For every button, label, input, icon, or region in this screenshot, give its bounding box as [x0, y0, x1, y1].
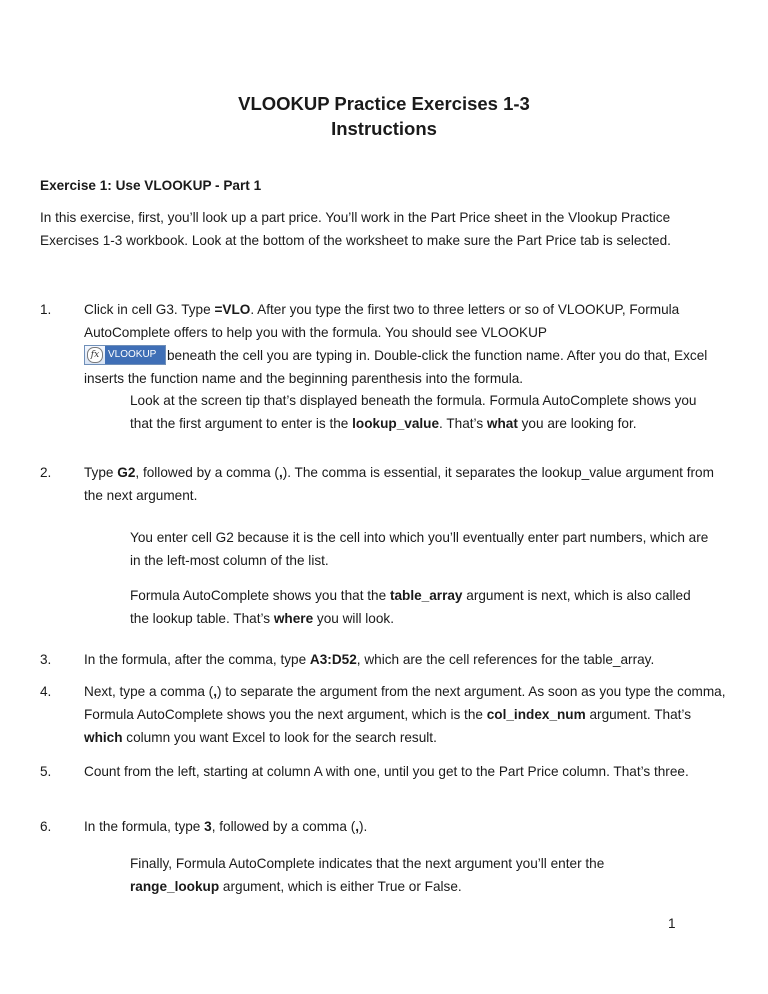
function-icon: fx	[87, 347, 103, 363]
step-text: Type G2, followed by a comma (,). The comma is essential, it separates the lookup_value argument from the next argument.	[84, 465, 714, 503]
step-text: In the formula, type 3, followed by a comma (,).	[84, 819, 368, 834]
step-4	[40, 680, 730, 749]
step-number: 4.	[40, 684, 52, 699]
note-3: Formula AutoComplete shows you that the table_array argument is next, which is also called the lookup table. That’s where you will look.	[130, 588, 691, 626]
step-1	[40, 298, 730, 390]
exercise-heading: Exercise 1: Use VLOOKUP - Part 1	[40, 178, 262, 193]
step-number: 5.	[40, 764, 52, 779]
step-text: Count from the left, starting at column A with one, until you get to the Part Price column. That’s three.	[84, 764, 689, 779]
step-text: Next, type a comma (,) to separate the argument from the next argument. As soon as you type the comma, Formula AutoComplete shows you the next argument, which is the col_index_num argument. That’s which column you want Excel to look for the search result.	[84, 684, 726, 745]
step-3	[40, 648, 730, 671]
step-number: 6.	[40, 819, 52, 834]
step-number: 2.	[40, 465, 52, 480]
intro-paragraph: In this exercise, first, you’ll look up a part price. You’ll work in the Part Price sheet in the Vlookup Practice Exercises 1-3 workbook. Look at the bottom of the worksheet to make sure the Part Price tab is selected.	[40, 210, 671, 248]
step-6	[40, 815, 730, 838]
step-text: In the formula, after the comma, type A3:D52, which are the cell references for the table_array.	[84, 652, 655, 667]
note-2: You enter cell G2 because it is the cell into which you’ll eventually enter part numbers, which are in the left-most column of the list.	[130, 530, 709, 568]
vlookup-autocomplete-icon	[84, 345, 166, 365]
vlookup-label: VLOOKUP	[105, 346, 165, 364]
step-5	[40, 760, 730, 783]
note-4: Finally, Formula AutoComplete indicates that the next argument you’ll enter the range_lookup argument, which is either True or False.	[130, 856, 605, 894]
step-number: 3.	[40, 652, 52, 667]
page-number: 1	[668, 916, 676, 931]
document-title: VLOOKUP Practice Exercises 1-3	[238, 93, 530, 114]
note-1: Look at the screen tip that’s displayed beneath the formula. Formula AutoComplete shows you that the first argument to enter is the lookup_value. That’s what you are looking for.	[130, 393, 697, 431]
document-subtitle: Instructions	[331, 118, 437, 139]
step-text: Click in cell G3. Type =VLO. After you type the first two to three letters or so of VLOOKUP, Formula AutoComplete offers to help you with the formula. You should see VLOOKUP fx VLOOKUP beneath the cell you are typing in. Double-click the function name. After you do that, Excel inserts the function name and the beginning parenthesis into the formula.	[84, 302, 708, 386]
step-2	[40, 461, 730, 507]
step-number: 1.	[40, 302, 52, 317]
